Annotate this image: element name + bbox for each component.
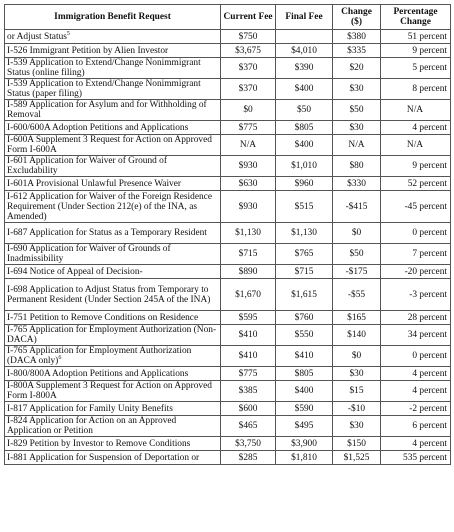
final-fee-cell-text: $715 [294,266,314,277]
final-fee-cell [276,156,333,177]
percentage-cell-text: 9 percent [412,161,447,171]
request-cell-text: I-817 Application for Family Unity Benefits [7,403,173,414]
final-fee-cell-text: $4,010 [291,45,317,56]
percentage-cell-text: 4 percent [412,386,447,396]
current-fee-cell-text: $890 [238,266,258,277]
percentage-cell [381,416,451,437]
final-fee-cell-text: $410 [294,351,314,361]
change-cell [333,416,381,437]
request-cell [5,79,221,100]
final-fee-cell-text: $50 [296,105,312,115]
change-cell-text: $335 [347,45,366,56]
percentage-cell [381,346,451,367]
final-fee-cell [276,437,333,451]
change-cell-text: $150 [347,438,366,449]
change-cell-text: $165 [347,312,366,323]
current-fee-cell [221,381,276,402]
request-cell-text: I-589 Application for Asylum and for Withholding of Removal [7,100,207,120]
percentage-cell-text: 28 percent [407,312,447,323]
final-fee-cell [276,311,333,325]
header-current-fee: Current Fee [221,5,276,30]
change-cell [333,381,381,402]
change-cell-text: N/A [348,140,365,150]
request-cell [5,191,221,223]
change-cell-text: $30 [349,421,364,431]
current-fee-cell [221,191,276,223]
percentage-cell [381,381,451,402]
final-fee-cell-text: $805 [294,368,314,379]
final-fee-cell [276,30,333,44]
request-cell [5,311,221,325]
request-cell-text: I-690 Application for Waiver of Grounds of Inadmissibility [7,244,171,264]
current-fee-cell-text: $385 [238,386,258,396]
final-fee-cell [276,135,333,156]
change-cell [333,100,381,121]
request-cell-text: I-526 Immigrant Petition by Alien Investor [7,45,169,56]
change-cell-text: $50 [349,249,364,259]
request-cell [5,416,221,437]
table-row [5,79,451,100]
current-fee-cell [221,451,276,465]
request-cell-text: I-800A Supplement 3 Request for Action on Approved Form I-800A [7,381,212,401]
percentage-cell [381,121,451,135]
current-fee-cell [221,44,276,58]
final-fee-cell [276,279,333,311]
percentage-cell [381,223,451,244]
request-cell [5,44,221,58]
current-fee-cell [221,79,276,100]
change-cell-text: $330 [347,178,366,189]
change-cell [333,30,381,44]
change-cell [333,325,381,346]
change-cell-text: $80 [349,161,364,171]
percentage-cell [381,135,451,156]
final-fee-cell [276,367,333,381]
request-cell-text: I-751 Petition to Remove Conditions on Residence [7,312,199,323]
footnote-marker: 5 [66,30,70,37]
request-cell-text: I-765 Application for Employment Authorization (Non-DACA) [7,325,217,345]
request-cell [5,265,221,279]
table-row [5,156,451,177]
percentage-cell [381,279,451,311]
change-cell [333,451,381,465]
table-row [5,135,451,156]
current-fee-cell-text: $3,675 [235,45,261,56]
request-cell [5,367,221,381]
current-fee-cell-text: $775 [238,368,258,379]
final-fee-cell [276,223,333,244]
current-fee-cell [221,416,276,437]
current-fee-cell [221,121,276,135]
table-row [5,223,451,244]
percentage-cell-text: 4 percent [412,122,447,133]
change-cell [333,402,381,416]
final-fee-cell-text: $550 [294,330,314,340]
change-cell [333,79,381,100]
request-cell-text: I-539 Application to Extend/Change Nonimmigrant Status (online filing) [7,58,201,78]
table-row [5,325,451,346]
final-fee-cell-text: $805 [294,122,314,133]
percentage-cell-text: 0 percent [412,351,447,361]
current-fee-cell-text: N/A [239,140,257,150]
request-cell [5,223,221,244]
request-cell-text: I-687 Application for Status as a Temporary Resident [7,228,207,238]
percentage-cell [381,325,451,346]
request-cell [5,135,221,156]
percentage-cell [381,79,451,100]
current-fee-cell [221,156,276,177]
final-fee-cell [276,100,333,121]
request-cell [5,437,221,451]
change-cell-text: -$55 [347,289,366,300]
percentage-cell-text: N/A [406,105,424,115]
percentage-cell-text: 8 percent [412,84,447,94]
request-cell-text: I-694 Notice of Appeal of Decision- [7,266,143,277]
request-cell [5,381,221,402]
change-cell-text: $20 [349,63,364,73]
request-cell-text: I-698 Application to Adjust Status from Temporary to Permanent Resident (Under Section 245A of the INA) [7,284,211,305]
request-cell [5,279,221,311]
table-row [5,58,451,79]
header-final-fee: Final Fee [276,5,333,30]
fee-table-container [4,4,450,465]
request-cell-text: I-600A Supplement 3 Request for Action on Approved Form I-600A [7,135,212,155]
percentage-cell [381,44,451,58]
final-fee-cell [276,451,333,465]
current-fee-cell-text: $750 [238,31,258,42]
table-row [5,367,451,381]
current-fee-cell-text: $930 [238,201,258,212]
percentage-cell [381,156,451,177]
current-fee-cell [221,402,276,416]
change-cell-text: -$10 [347,403,366,414]
change-cell-text: $140 [347,330,366,340]
final-fee-cell-text: $1,010 [291,161,317,171]
percentage-cell-text: 34 percent [407,330,447,340]
final-fee-cell [276,44,333,58]
table-row [5,279,451,311]
table-row [5,177,451,191]
request-cell-text: I-600/600A Adoption Petitions and Applications [7,122,189,133]
request-cell-text: I-824 Application for Action on an Approved Application or Petition [7,416,177,436]
request-cell [5,325,221,346]
table-row [5,44,451,58]
final-fee-cell-text: $590 [294,403,314,414]
current-fee-cell-text: $630 [238,178,258,189]
request-cell-text: I-612 Application for Waiver of the Foreign Residence Requirement (Under Section 212(e) of the INA, as Amended) [7,191,213,222]
percentage-cell [381,402,451,416]
current-fee-cell-text: $595 [238,312,258,323]
percentage-cell [381,191,451,223]
table-row [5,100,451,121]
request-cell [5,346,221,367]
current-fee-cell [221,325,276,346]
percentage-cell-text: 0 percent [412,228,447,238]
current-fee-cell-text: $410 [238,330,258,340]
table-row [5,451,451,465]
percentage-cell-text: -45 percent [404,201,447,212]
request-cell [5,177,221,191]
change-cell [333,135,381,156]
final-fee-cell [276,346,333,367]
request-cell [5,451,221,465]
final-fee-cell [276,177,333,191]
current-fee-cell-text: $3,750 [235,438,261,449]
percentage-cell-text: -2 percent [409,403,447,414]
final-fee-cell-text: $495 [294,421,314,431]
change-cell [333,244,381,265]
current-fee-cell [221,58,276,79]
change-cell [333,265,381,279]
table-row [5,402,451,416]
current-fee-cell [221,30,276,44]
change-cell-text: $0 [351,228,362,238]
percentage-cell [381,367,451,381]
final-fee-cell [276,79,333,100]
request-cell [5,30,221,44]
percentage-cell [381,100,451,121]
table-row [5,381,451,402]
current-fee-cell-text: $370 [238,84,258,94]
percentage-cell-text: 4 percent [412,438,447,449]
final-fee-cell-text: $960 [294,178,314,189]
final-fee-cell [276,265,333,279]
current-fee-cell-text: $1,130 [235,228,261,238]
final-fee-cell-text: $1,130 [291,228,317,238]
current-fee-cell-text: $775 [238,122,258,133]
header-request: Immigration Benefit Request [5,5,221,30]
change-cell [333,58,381,79]
change-cell-text: $380 [347,31,366,42]
current-fee-cell-text: $715 [238,249,258,259]
current-fee-cell-text: $600 [238,403,258,414]
request-cell [5,402,221,416]
change-cell-text: $30 [349,84,364,94]
current-fee-cell-text: $930 [238,161,258,171]
current-fee-cell-text: $465 [238,421,258,431]
header-change: Change ($) [333,5,381,30]
table-row [5,244,451,265]
change-cell [333,311,381,325]
percentage-cell [381,437,451,451]
percentage-cell-text: 5 percent [412,63,447,73]
current-fee-cell [221,100,276,121]
percentage-cell [381,244,451,265]
percentage-cell [381,58,451,79]
final-fee-cell-text: $400 [294,386,314,396]
change-cell-text: $1,525 [343,452,370,463]
percentage-cell [381,311,451,325]
percentage-cell-text: 9 percent [412,45,447,56]
change-cell [333,367,381,381]
current-fee-cell [221,177,276,191]
current-fee-cell-text: $285 [238,452,258,463]
change-cell [333,437,381,451]
final-fee-cell [276,402,333,416]
request-cell-text: I-601A Provisional Unlawful Presence Waiver [7,178,182,189]
percentage-cell [381,451,451,465]
percentage-cell [381,30,451,44]
change-cell-text: -$415 [345,201,368,212]
table-row [5,265,451,279]
request-cell-text: I-881 Application for Suspension of Deportation or [7,452,200,463]
fee-table-body [5,30,451,465]
current-fee-cell [221,346,276,367]
table-row [5,311,451,325]
percentage-cell [381,265,451,279]
percentage-cell-text: 535 percent [403,452,447,463]
percentage-cell-text: N/A [406,140,424,150]
percentage-cell-text: 6 percent [412,421,447,431]
table-row [5,437,451,451]
change-cell [333,121,381,135]
change-cell [333,346,381,367]
change-cell-text: $0 [351,351,362,361]
change-cell [333,177,381,191]
current-fee-cell-text: $370 [238,63,258,73]
header-row [5,5,451,30]
fee-table-header [5,5,451,30]
change-cell [333,279,381,311]
current-fee-cell [221,437,276,451]
request-cell [5,244,221,265]
current-fee-cell [221,311,276,325]
current-fee-cell-text: $410 [238,351,258,361]
request-cell-text: I-765 Application for Employment Authorization (DACA only) [7,346,192,366]
percentage-cell-text: 4 percent [412,368,447,379]
final-fee-cell [276,58,333,79]
final-fee-cell-text: $1,810 [291,452,317,463]
final-fee-cell-text: $1,615 [291,289,317,300]
change-cell-text: $30 [349,122,364,133]
change-cell-text: $15 [349,386,364,396]
final-fee-cell-text: $400 [294,140,314,150]
fee-table [4,4,451,465]
table-row [5,416,451,437]
percentage-cell-text: 51 percent [407,31,447,42]
percentage-cell-text: 7 percent [412,249,447,259]
request-cell [5,121,221,135]
final-fee-cell [276,416,333,437]
request-cell-text: I-800/800A Adoption Petitions and Applications [7,368,189,379]
current-fee-cell [221,265,276,279]
table-row [5,30,451,44]
table-row [5,121,451,135]
current-fee-cell [221,223,276,244]
change-cell [333,191,381,223]
final-fee-cell-text: $400 [294,84,314,94]
final-fee-cell-text: $3,900 [291,438,317,449]
percentage-cell [381,177,451,191]
current-fee-cell [221,279,276,311]
final-fee-cell [276,244,333,265]
final-fee-cell-text: $390 [294,63,314,73]
change-cell [333,44,381,58]
request-cell-text: I-539 Application to Extend/Change Nonimmigrant Status (paper filing) [7,79,201,99]
percentage-cell-text: -20 percent [404,266,447,277]
final-fee-cell-text: $515 [294,201,314,212]
change-cell-text: $50 [349,105,364,115]
percentage-cell-text: 52 percent [407,178,447,189]
table-row [5,191,451,223]
request-cell [5,100,221,121]
request-cell-text: I-829 Petition by Investor to Remove Conditions [7,438,191,449]
table-row [5,346,451,367]
current-fee-cell-text: $1,670 [235,289,261,300]
request-cell-text: or Adjust Status [7,31,67,42]
request-cell-text: I-601 Application for Waiver of Ground of Excludability [7,156,167,176]
percentage-cell-text: -3 percent [409,289,447,300]
final-fee-cell-text: $765 [294,249,314,259]
final-fee-cell [276,381,333,402]
header-percentage-change: Percentage Change [381,5,451,30]
final-fee-cell-text: $760 [294,312,314,323]
change-cell-text: -$175 [345,266,368,277]
request-cell [5,156,221,177]
current-fee-cell-text: $0 [243,105,253,115]
request-cell [5,58,221,79]
current-fee-cell [221,367,276,381]
change-cell [333,156,381,177]
final-fee-cell [276,191,333,223]
final-fee-cell [276,121,333,135]
current-fee-cell [221,244,276,265]
footnote-marker: 6 [58,354,62,361]
change-cell [333,223,381,244]
final-fee-cell [276,325,333,346]
current-fee-cell [221,135,276,156]
change-cell-text: $30 [349,368,364,379]
